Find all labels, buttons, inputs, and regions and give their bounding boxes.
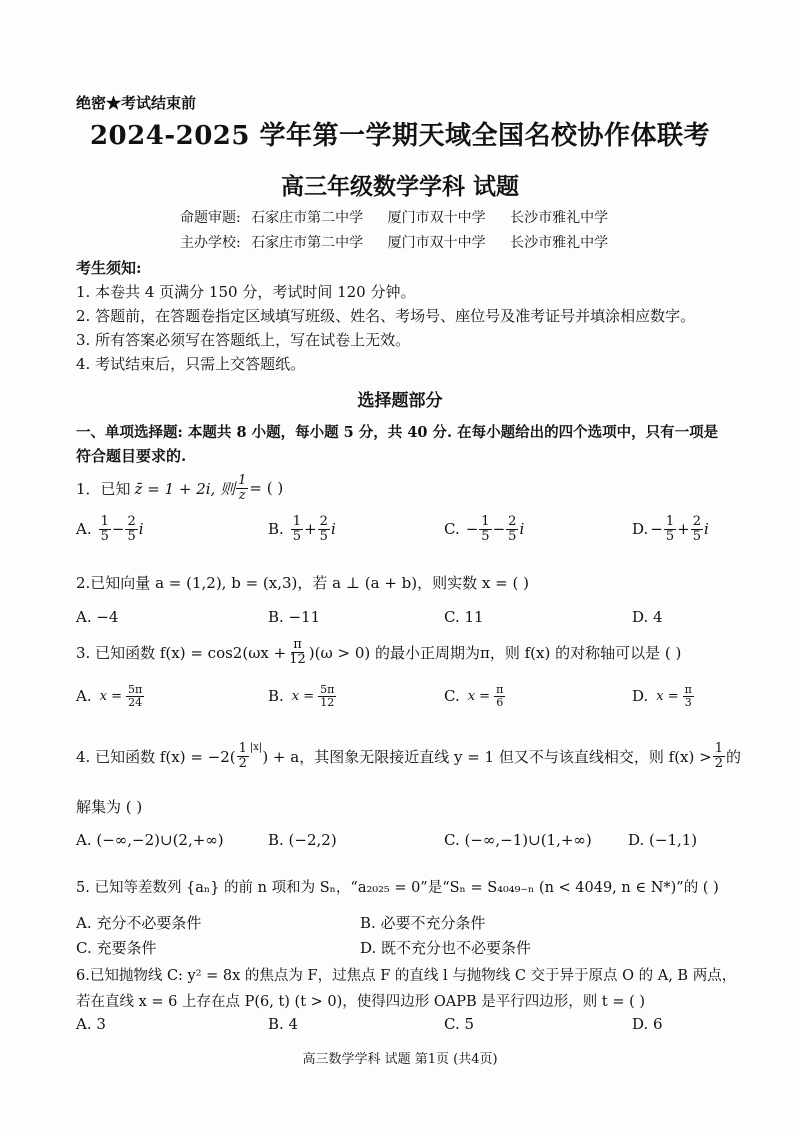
q3-c-d: 6 bbox=[496, 695, 504, 709]
q4-rhs-d: 2 bbox=[714, 755, 723, 771]
q1-option-c-sign: − bbox=[465, 520, 479, 539]
q5-option-d[interactable]: D. 既不充分也不必要条件 bbox=[360, 939, 532, 957]
q3-option-d-lhs: x = bbox=[656, 688, 679, 704]
q3-stem-a: 3. 已知函数 f(x) = cos2(ωx + bbox=[76, 643, 287, 662]
notice-item-3: 3. 所有答案必须写在答题纸上，写在试卷上无效。 bbox=[76, 331, 411, 349]
exam-title: 2024-2025 学年第一学期天域全国名校协作体联考 bbox=[89, 121, 711, 151]
host-school-2: 厦门市双十中学 bbox=[387, 235, 486, 251]
q3-a-d: 24 bbox=[128, 695, 143, 709]
q3-option-b-lhs: x = bbox=[291, 688, 315, 704]
q1-option-a-unit: i bbox=[138, 520, 144, 539]
q1-option-d-sign: − bbox=[650, 520, 663, 539]
q3-option-c-lhs: x = bbox=[467, 688, 491, 704]
q1-frac-d: z bbox=[238, 487, 246, 503]
q4-option-c[interactable]: C. (−∞,−1)∪(1,+∞) bbox=[444, 831, 592, 849]
q1-option-d-unit: i bbox=[703, 520, 709, 539]
q3-option-d-label: D. bbox=[632, 687, 649, 706]
exam-subtitle: 高三年级数学学科 试题 bbox=[280, 173, 519, 200]
q4-frac-d: 2 bbox=[238, 755, 247, 771]
q1-option-b-unit: i bbox=[330, 520, 336, 539]
q2-option-d[interactable]: D. 4 bbox=[632, 608, 663, 626]
question-5-stem: 5. 已知等差数列 {aₙ} 的前 n 项和为 Sₙ，“a₂₀₂₅ = 0”是“Sₙ = S₄₀₄₉₋ₙ (n < 4049, n ∈ N*)”的 ( ) bbox=[76, 880, 719, 896]
q1-a-f2n: 2 bbox=[127, 514, 136, 529]
q1-option-c-label: C. bbox=[444, 520, 460, 539]
q1-option-c-unit: i bbox=[519, 520, 525, 539]
q1-b-f1n: 1 bbox=[292, 514, 302, 529]
q1-stem-b: z̄ = 1 + 2i, 则 bbox=[134, 479, 236, 498]
q1-c-f2d: 5 bbox=[508, 528, 517, 544]
q5-option-b[interactable]: B. 必要不充分条件 bbox=[360, 914, 486, 932]
q1-option-d[interactable] bbox=[632, 515, 709, 543]
question-2-stem: 2.已知向量 a = (1,2), b = (x,3)，若 a ⊥ (a + b)，则实数 x = ( ) bbox=[76, 574, 529, 592]
q6-option-d[interactable]: D. 6 bbox=[632, 1015, 663, 1033]
q6-option-c[interactable]: C. 5 bbox=[444, 1015, 475, 1033]
q4-frac-n: 1 bbox=[238, 741, 247, 756]
q1-option-a-op: − bbox=[111, 520, 125, 539]
q3-b-n: 5π bbox=[320, 683, 335, 696]
q1-stem-c: = ( ) bbox=[249, 479, 284, 498]
q1-d-f1n: 1 bbox=[665, 514, 675, 529]
q1-option-b-label: B. bbox=[268, 520, 284, 539]
q1-frac-n: 1 bbox=[238, 473, 247, 488]
q1-option-b[interactable] bbox=[268, 515, 336, 543]
section-title: 选择题部分 bbox=[357, 391, 443, 411]
q3-option-a[interactable] bbox=[76, 684, 145, 708]
q3-stem-b: )(ω > 0) 的最小正周期为π，则 f(x) 的对称轴可以是 ( ) bbox=[308, 643, 682, 662]
q3-frac-d: 12 bbox=[289, 651, 306, 667]
notice-item-2: 2. 答题前，在答题卷指定区域填写班级、姓名、考场号、座位号及准考证号并填涂相应数字。 bbox=[76, 307, 696, 325]
notice-title: 考生须知: bbox=[76, 259, 142, 277]
question-6-stem-2: 若在直线 x = 6 上存在点 P(6, t) (t > 0)，使得四边形 OAPB 是平行四边形，则 t = ( ) bbox=[76, 994, 645, 1010]
q5-option-c[interactable]: C. 充要条件 bbox=[76, 939, 157, 957]
q1-c-f2n: 2 bbox=[508, 514, 517, 529]
host-label: 主办学校: bbox=[180, 235, 241, 251]
q2-option-b[interactable]: B. −11 bbox=[268, 608, 321, 626]
q3-option-a-lhs: x = bbox=[99, 688, 122, 704]
review-school-1: 石家庄市第二中学 bbox=[251, 210, 364, 226]
q4-option-d[interactable]: D. (−1,1) bbox=[628, 831, 698, 849]
q1-c-f1d: 5 bbox=[481, 528, 490, 544]
q1-d-f2d: 5 bbox=[692, 528, 701, 544]
q4-option-a[interactable]: A. (−∞,−2)∪(2,+∞) bbox=[76, 831, 224, 849]
q1-b-f2n: 2 bbox=[319, 514, 328, 529]
review-school-3: 长沙市雅礼中学 bbox=[510, 210, 609, 226]
question-4-stem bbox=[76, 742, 741, 770]
q3-option-a-label: A. bbox=[76, 687, 92, 706]
q1-a-f1n: 1 bbox=[100, 514, 109, 529]
q1-option-c-op: − bbox=[492, 520, 506, 539]
q3-d-d: 3 bbox=[684, 695, 692, 709]
q3-frac-n: π bbox=[293, 637, 302, 652]
q1-option-a-label: A. bbox=[76, 520, 92, 539]
q5-option-a[interactable]: A. 充分不必要条件 bbox=[76, 914, 202, 932]
section-instructions-1: 一、单项选择题: 本题共 8 小题，每小题 5 分，共 40 分. 在每小题给出的四个选项中，只有一项是 bbox=[76, 424, 719, 441]
secret-label: 绝密★考试结束前 bbox=[76, 94, 197, 112]
review-label: 命题审题: bbox=[180, 210, 241, 226]
q4-option-b[interactable]: B. (−2,2) bbox=[268, 831, 337, 849]
q1-c-f1n: 1 bbox=[481, 514, 490, 529]
q3-option-b[interactable] bbox=[268, 684, 337, 708]
q1-b-f2d: 5 bbox=[319, 528, 328, 544]
q3-option-c-label: C. bbox=[444, 687, 460, 706]
q1-a-f2d: 5 bbox=[127, 528, 136, 544]
q4-exp: |x| bbox=[249, 742, 263, 753]
question-3-stem bbox=[76, 638, 681, 666]
q4-stem-a: 4. 已知函数 f(x) = −2( bbox=[76, 747, 236, 766]
question-1-stem bbox=[76, 474, 283, 502]
q4-stem-b: ) + a，其图象无限接近直线 y = 1 但又不与该直线相交，则 f(x) > bbox=[262, 747, 712, 766]
review-school-2: 厦门市双十中学 bbox=[387, 210, 486, 226]
q1-d-f1d: 5 bbox=[665, 528, 675, 544]
q1-option-c[interactable] bbox=[444, 515, 524, 543]
notice-item-4: 4. 考试结束后，只需上交答题纸。 bbox=[76, 355, 306, 373]
page-footer: 高三数学学科 试题 第1页 (共4页) bbox=[302, 1052, 498, 1067]
q3-option-b-label: B. bbox=[268, 687, 284, 706]
host-school-3: 长沙市雅礼中学 bbox=[510, 235, 609, 251]
q1-option-b-op: + bbox=[304, 520, 317, 539]
section-instructions-2: 符合题目要求的. bbox=[76, 447, 187, 465]
q1-option-d-op: + bbox=[677, 520, 690, 539]
q3-option-c[interactable] bbox=[444, 684, 506, 708]
q2-option-a[interactable]: A. −4 bbox=[76, 608, 119, 626]
q6-option-a[interactable]: A. 3 bbox=[76, 1015, 106, 1033]
q1-frac bbox=[236, 474, 248, 502]
q1-option-a[interactable] bbox=[76, 515, 144, 543]
question-6-stem-1: 6.已知抛物线 C: y² = 8x 的焦点为 F，过焦点 F 的直线 l 与抛物线 C 交于异于原点 O 的 A, B 两点， bbox=[76, 968, 737, 984]
q4-stem-d: 解集为 ( ) bbox=[76, 798, 143, 816]
q4-stem-c: 的 bbox=[725, 747, 741, 766]
q3-option-d[interactable] bbox=[632, 684, 695, 708]
q6-option-b[interactable]: B. 4 bbox=[268, 1015, 299, 1033]
q3-d-n: π bbox=[684, 683, 692, 696]
q1-option-d-label: D. bbox=[632, 520, 649, 539]
review-row bbox=[180, 207, 608, 227]
notice-item-1: 1. 本卷共 4 页满分 150 分，考试时间 120 分钟。 bbox=[76, 283, 416, 301]
host-row bbox=[180, 232, 608, 252]
q1-d-f2n: 2 bbox=[692, 514, 701, 529]
q2-option-c[interactable]: C. 11 bbox=[444, 608, 484, 626]
q3-c-n: π bbox=[496, 683, 504, 696]
q1-a-f1d: 5 bbox=[100, 528, 109, 544]
q1-b-f1d: 5 bbox=[292, 528, 302, 544]
q3-b-d: 12 bbox=[320, 695, 335, 709]
q3-a-n: 5π bbox=[127, 683, 143, 696]
q4-rhs-n: 1 bbox=[714, 741, 723, 756]
q1-stem-a: 1．已知 bbox=[76, 479, 131, 498]
host-school-1: 石家庄市第二中学 bbox=[251, 235, 364, 251]
